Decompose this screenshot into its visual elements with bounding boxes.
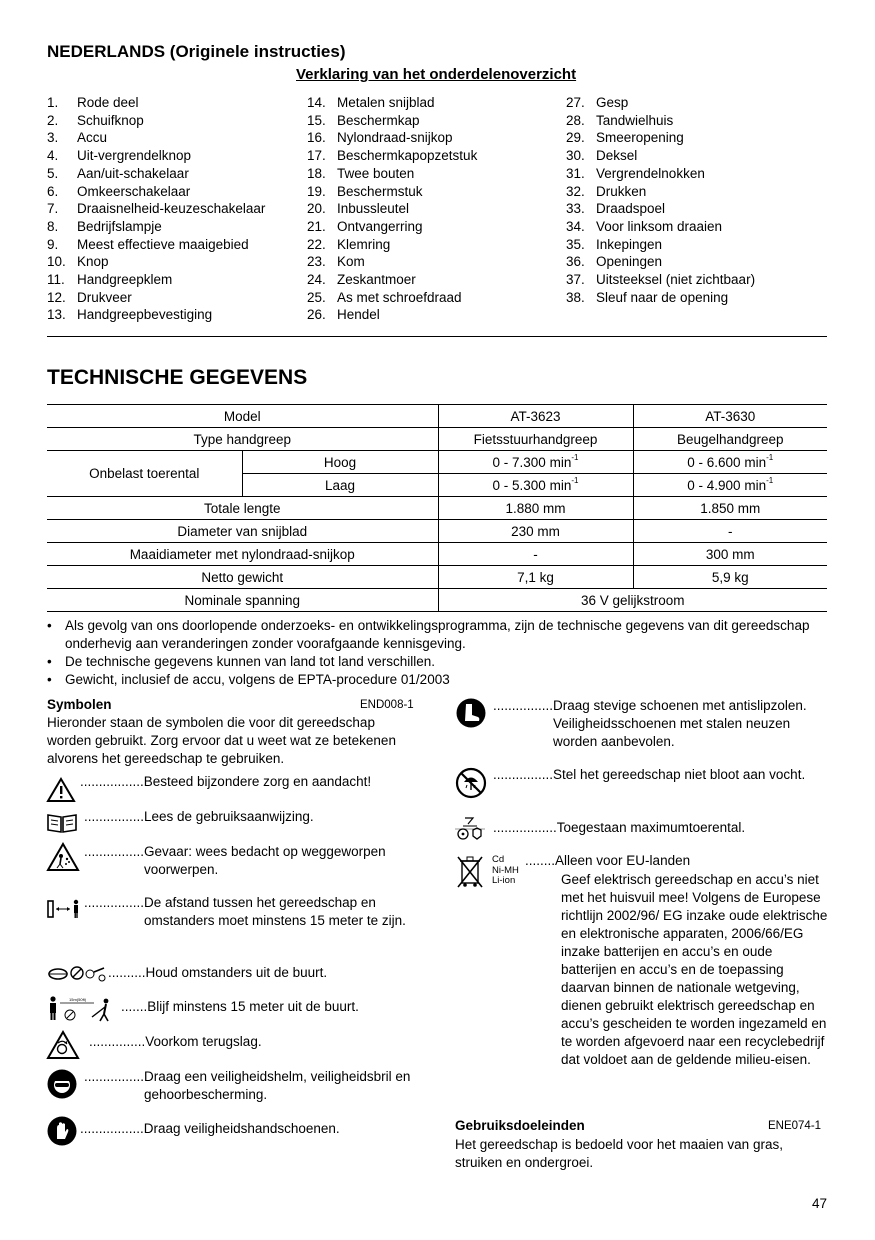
symbol-entry [493, 766, 828, 784]
table-row [47, 543, 827, 566]
item-number: 19. [307, 183, 326, 199]
spec-value: - [633, 520, 827, 543]
item-label: Gesp [596, 95, 629, 110]
spec-label: Totale lengte [47, 497, 438, 520]
spec-label: Netto gewicht [47, 566, 438, 589]
symbols-intro: Hieronder staan de symbolen die voor dit gereedschap worden gebruikt. Zorg ervoor dat u weet wat ze betekenen alvorens het gereedschap te gebruiken. [47, 715, 396, 766]
parts-column-3 [566, 94, 755, 306]
item-number: 9. [47, 236, 59, 252]
use-code: ENE074-1 [768, 1120, 822, 1132]
page-number: 47 [811, 1196, 827, 1211]
item-label: Metalen snijblad [337, 95, 435, 110]
leader-dots: .......... [108, 965, 146, 980]
list-item [47, 218, 265, 236]
item-number: 2. [47, 112, 59, 128]
spec-value: 0 - 6.600 $\min^{-1}$ [633, 451, 827, 474]
list-item [47, 289, 265, 307]
note-item: • Gewicht, inclusief de accu, volgens de EPTA-procedure 01/2003 [47, 672, 450, 687]
item-label: Ontvangerring [337, 218, 423, 234]
list-item [47, 183, 265, 201]
spec-label: Model [47, 405, 438, 428]
item-number: 36. [566, 254, 585, 270]
warning-icon [46, 777, 76, 803]
item-label: Drukken [596, 183, 647, 199]
item-number: 10. [47, 254, 66, 270]
parts-column-2 [307, 94, 477, 324]
spec-label: Nominale spanning [47, 589, 438, 612]
battery-label: Cd [492, 854, 505, 865]
distance-icon [46, 898, 82, 920]
symbol-label: Blijf minstens 15 meter uit de buurt. [147, 999, 359, 1014]
symbol-entry [493, 819, 828, 837]
item-number: 8. [47, 218, 59, 234]
spec-value: 1.880 mm [438, 497, 633, 520]
item-label: Smeeropening [596, 130, 684, 146]
item-label: Beschermstuk [337, 183, 423, 199]
symbol-entry [84, 843, 414, 879]
item-label: Twee bouten [337, 165, 415, 181]
leader-dots: ................ [84, 895, 145, 910]
item-number: 29. [566, 130, 585, 146]
parts-column-1 [47, 94, 265, 324]
list-item [307, 306, 477, 324]
spec-sublabel: Laag [242, 474, 438, 497]
spec-value: 5,9 kg [633, 566, 827, 589]
item-number: 35. [566, 236, 585, 252]
helmet-icon [46, 1068, 78, 1100]
item-label: Uit-vergrendelknop [77, 148, 192, 164]
spec-label: Diameter van snijblad [47, 520, 438, 543]
spec-label: Onbelast toerental [47, 451, 242, 497]
spec-value: Beugelhandgreep [633, 428, 827, 451]
item-number: 3. [47, 130, 59, 146]
leader-dots: ................. [493, 820, 557, 835]
item-number: 38. [566, 289, 585, 305]
item-number: 11. [47, 272, 65, 288]
item-label: Inbussleutel [337, 201, 410, 217]
symbol-label: Draag veiligheidshandschoenen. [143, 1121, 340, 1136]
item-label: Hendel [337, 307, 380, 323]
thrown-objects-icon [46, 842, 80, 872]
list-item [566, 165, 755, 183]
item-number: 14. [307, 95, 326, 110]
item-label: Uitsteeksel (niet zichtbaar) [596, 272, 756, 288]
list-item [307, 112, 477, 130]
symbol-label: Voorkom terugslag. [145, 1034, 262, 1049]
symbol-label: Alleen voor EU-landen [555, 853, 691, 868]
battery-label: Li-ion [492, 875, 516, 886]
kickback-icon [46, 1030, 80, 1060]
item-label: Tandwielhuis [596, 112, 674, 128]
item-number: 7. [47, 201, 59, 217]
list-item [307, 94, 477, 112]
weee-bin-icon [455, 853, 485, 889]
symbol-label: Besteed bijzondere zorg en aandacht! [143, 774, 372, 789]
spec-value: Fietsstuurhandgreep [438, 428, 633, 451]
item-label: Knop [77, 254, 109, 270]
item-number: 4. [47, 148, 59, 164]
spec-value: 0 - 4.900 $\min^{-1}$ [633, 474, 827, 497]
leader-dots: ................ [84, 1069, 145, 1084]
spec-value: AT-3630 [633, 405, 827, 428]
spec-value: 230 mm [438, 520, 633, 543]
symbol-entry [80, 1120, 410, 1138]
eu-disposal-text: Geef elektrisch gereedschap en accu’s niet met het huisvuil mee! Volgens de Europese richtlijn 2002/96/ EG inzake oude elektrische en elektronische apparaten, 2006/66/EG inzake batterijen en accu’s en oude batterijen en accu’s en de toepassing daarvan binnen de nationale wetgeving, dienen gebruikt elektrisch gereedschap en accu’s gescheiden te worden ingezameld en te worden afgevoerd naar een recyclebedrijf dat voldoet aan de geldende milieu-eisen. [561, 872, 828, 1067]
symbol-entry [80, 773, 410, 791]
symbol-label: De afstand tussen het gereedschap en omstanders moet minstens 15 meter te zijn. [144, 895, 406, 928]
item-label: As met schroefdraad [337, 289, 462, 305]
table-row [47, 451, 827, 474]
table-row [47, 589, 827, 612]
item-label: Klemring [337, 236, 391, 252]
list-item [47, 165, 265, 183]
list-item [47, 236, 265, 254]
list-item [307, 200, 477, 218]
symbol-entry [89, 1033, 409, 1051]
list-item [47, 200, 265, 218]
item-number: 27. [566, 95, 585, 110]
leader-dots: ................. [80, 1121, 144, 1136]
list-item [307, 289, 477, 307]
leader-dots: ................ [493, 767, 554, 782]
list-item [566, 271, 755, 289]
item-number: 23. [307, 254, 326, 270]
item-number: 25. [307, 289, 326, 305]
list-item [566, 147, 755, 165]
spec-value: 7,1 kg [438, 566, 633, 589]
leader-dots: ................ [493, 698, 554, 713]
item-number: 34. [566, 218, 585, 234]
note-item: • De technische gegevens kunnen van land tot land verschillen. [47, 654, 435, 669]
spec-value: 1.850 mm [633, 497, 827, 520]
item-label: Draadspoel [596, 201, 666, 217]
parts-title: Verklaring van het onderdelenoverzicht [296, 66, 577, 83]
symbol-label: Stel het gereedschap niet bloot aan vocht. [553, 767, 806, 782]
item-number: 20. [307, 201, 326, 217]
symbol-entry [493, 697, 828, 751]
item-number: 26. [307, 307, 326, 323]
list-item [47, 306, 265, 324]
spec-sublabel: Hoog [242, 451, 438, 474]
list-item [566, 183, 755, 201]
manual-icon [46, 812, 78, 834]
leader-dots: ............... [89, 1034, 146, 1049]
list-item [307, 129, 477, 147]
list-item [47, 147, 265, 165]
list-item [47, 112, 265, 130]
use-text: Het gereedschap is bedoeld voor het maaien van gras, struiken en ondergroei. [455, 1137, 783, 1170]
item-number: 1. [47, 95, 59, 110]
symbol-label: Lees de gebruiksaanwijzing. [144, 809, 314, 824]
spec-value: - [438, 543, 633, 566]
symbol-entry [108, 964, 408, 982]
item-label: Meest effectieve maaigebied [77, 236, 249, 252]
item-label: Vergrendelnokken [596, 165, 705, 181]
item-number: 24. [307, 272, 326, 288]
symbol-label: Draag stevige schoenen met antislipzolen. Veiligheidsschoenen met stalen neuzen worden aanbevolen. [553, 698, 807, 749]
item-label: Voor linksom draaien [596, 218, 723, 234]
list-item [566, 112, 755, 130]
item-label: Beschermkap [337, 112, 420, 128]
gloves-icon [46, 1115, 78, 1147]
item-label: Bedrijfslampje [77, 218, 162, 234]
leader-dots: ........ [525, 853, 556, 868]
item-label: Handgreepklem [77, 272, 173, 288]
table-row [47, 520, 827, 543]
list-item [47, 129, 265, 147]
item-label: Kom [337, 254, 365, 270]
list-item [47, 94, 265, 112]
item-number: 22. [307, 236, 326, 252]
symbol-label: Draag een veiligheidshelm, veiligheidsbril en gehoorbescherming. [144, 1069, 411, 1102]
battery-label: Ni-MH [492, 864, 519, 876]
item-number: 5. [47, 165, 59, 181]
item-label: Drukveer [77, 289, 132, 305]
item-label: Openingen [596, 254, 663, 270]
item-number: 32. [566, 183, 585, 199]
item-number: 18. [307, 165, 326, 181]
symbol-label: Gevaar: wees bedacht op weggeworpen voorwerpen. [144, 844, 386, 877]
table-row [47, 405, 827, 428]
item-label: Sleuf naar de opening [596, 289, 729, 305]
item-number: 15. [307, 112, 326, 128]
symbol-entry [525, 852, 825, 870]
leader-dots: ....... [121, 999, 148, 1014]
item-number: 6. [47, 183, 59, 199]
note-item: • Als gevolg van ons doorlopende onderzoeks- en ontwikkelingsprogramma, zijn de technische gegevens van dit gereedschap onderhevig aan veranderingen zonder voorafgaande kennisgeving. [47, 618, 810, 651]
leader-dots: ................. [80, 774, 144, 789]
spec-value: 300 mm [633, 543, 827, 566]
no-rain-icon [455, 767, 487, 799]
table-row [47, 428, 827, 451]
spec-value: AT-3623 [438, 405, 633, 428]
item-label: Omkeerschakelaar [77, 183, 191, 199]
item-label: Handgreepbevestiging [77, 307, 213, 323]
symbol-entry [121, 998, 421, 1016]
item-label: Inkepingen [596, 236, 663, 252]
list-item [47, 271, 265, 289]
list-item [307, 183, 477, 201]
stay-away-icon [46, 995, 118, 1023]
symbols-code: END008-1 [360, 699, 414, 711]
max-speed-icon [455, 815, 489, 841]
tech-notes [47, 617, 837, 689]
list-item [307, 271, 477, 289]
item-label: Draaisnelheid-keuzeschakelaar [77, 201, 266, 217]
svg-text:15m(50ft): 15m(50ft) [69, 997, 87, 1002]
tech-title: TECHNISCHE GEGEVENS [47, 366, 308, 389]
item-number: 28. [566, 112, 585, 128]
spec-value: 36 V gelijkstroom [438, 589, 827, 612]
list-item [566, 289, 755, 307]
list-item [566, 200, 755, 218]
item-label: Deksel [596, 148, 638, 164]
symbol-entry [84, 1068, 414, 1104]
list-item [566, 94, 755, 112]
list-item [47, 253, 265, 271]
item-label: Zeskantmoer [337, 272, 416, 288]
item-number: 33. [566, 201, 585, 217]
list-item [566, 253, 755, 271]
list-item [307, 165, 477, 183]
item-label: Aan/uit-schakelaar [77, 165, 189, 181]
item-number: 16. [307, 130, 326, 146]
boots-icon [455, 697, 487, 729]
item-label: Beschermkapopzetstuk [337, 148, 478, 164]
language-title: NEDERLANDS (Originele instructies) [47, 42, 346, 61]
symbol-label: Toegestaan maximumtoerental. [556, 820, 746, 835]
symbol-entry [84, 894, 414, 930]
spec-label: Maaidiameter met nylondraad-snijkop [47, 543, 438, 566]
item-label: Nylondraad-snijkop [337, 130, 453, 146]
item-number: 13. [47, 307, 66, 323]
leader-dots: ................ [84, 844, 145, 859]
leader-dots: ................ [84, 809, 145, 824]
section-divider [47, 336, 827, 337]
item-number: 12. [47, 289, 66, 305]
item-number: 30. [566, 148, 585, 164]
list-item [566, 129, 755, 147]
list-item [307, 236, 477, 254]
item-number: 17. [307, 148, 326, 164]
item-number: 21. [307, 218, 326, 234]
use-title: Gebruiksdoeleinden [455, 1118, 585, 1133]
battery-types [492, 855, 519, 887]
symbol-entry [84, 808, 414, 826]
list-item [307, 253, 477, 271]
symbols-title: Symbolen [47, 697, 112, 712]
spec-value: 0 - 7.300 $\min^{-1}$ [438, 451, 633, 474]
list-item [307, 218, 477, 236]
item-label: Schuifknop [77, 112, 144, 128]
spec-table [47, 404, 827, 612]
list-item [566, 218, 755, 236]
item-number: 37. [566, 272, 585, 288]
item-label: Rode deel [77, 95, 139, 110]
table-row [47, 566, 827, 589]
spec-label: Type handgreep [47, 428, 438, 451]
list-item [566, 236, 755, 254]
table-row [47, 497, 827, 520]
item-label: Accu [77, 130, 108, 146]
symbol-label: Houd omstanders uit de buurt. [145, 965, 328, 980]
bystanders-icon [46, 962, 106, 984]
list-item [307, 147, 477, 165]
item-number: 31. [566, 165, 585, 181]
spec-value: 0 - 5.300 $\min^{-1}$ [438, 474, 633, 497]
